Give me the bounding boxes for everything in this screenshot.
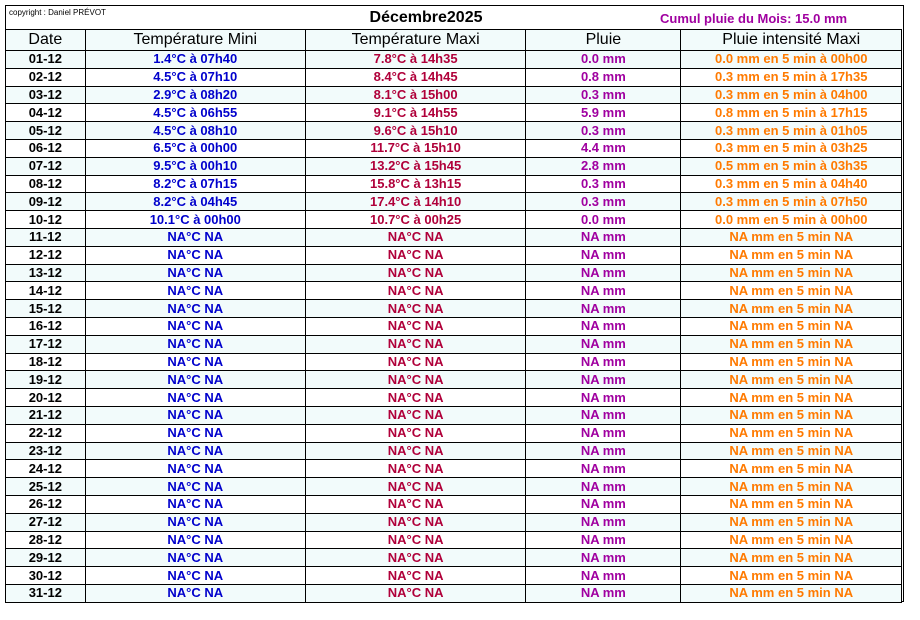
cell-rain: 0.3 mm [526,175,681,193]
cell-rain: 0.0 mm [526,211,681,229]
cell-date: 16-12 [6,317,86,335]
table-row [6,86,902,104]
cell-temp-min: NA°C NA [85,442,305,460]
cell-date: 23-12 [6,442,86,460]
cell-temp-max: NA°C NA [305,424,525,442]
cell-rain: NA mm [526,424,681,442]
cell-temp-min: NA°C NA [85,424,305,442]
cell-date: 21-12 [6,406,86,424]
cell-rain-intensity: NA mm en 5 min NA [681,264,902,282]
cell-rain: NA mm [526,246,681,264]
cell-temp-max: 11.7°C à 15h10 [305,139,525,157]
cell-rain: NA mm [526,335,681,353]
cell-date: 25-12 [6,478,86,496]
table-row [6,495,902,513]
table-row [6,317,902,335]
cell-temp-min: NA°C NA [85,317,305,335]
cell-temp-max: 13.2°C à 15h45 [305,157,525,175]
cell-temp-min: NA°C NA [85,228,305,246]
cell-rain-intensity: NA mm en 5 min NA [681,282,902,300]
cell-temp-min: NA°C NA [85,353,305,371]
cell-rain: NA mm [526,478,681,496]
cell-rain-intensity: NA mm en 5 min NA [681,495,902,513]
cell-temp-max: NA°C NA [305,495,525,513]
cell-date: 26-12 [6,495,86,513]
cell-temp-min: NA°C NA [85,371,305,389]
cell-temp-max: NA°C NA [305,567,525,585]
table-row [6,139,902,157]
cell-temp-max: 15.8°C à 13h15 [305,175,525,193]
cell-temp-max: NA°C NA [305,317,525,335]
cell-date: 28-12 [6,531,86,549]
table-body [6,51,902,603]
daily-weather-table [5,29,902,603]
cell-temp-max: NA°C NA [305,353,525,371]
cell-temp-max: NA°C NA [305,442,525,460]
table-row [6,513,902,531]
cell-date: 14-12 [6,282,86,300]
cell-temp-min: NA°C NA [85,531,305,549]
cell-temp-min: 8.2°C à 04h45 [85,193,305,211]
cell-rain: NA mm [526,460,681,478]
table-row [6,371,902,389]
monthly-rain-total: Cumul pluie du Mois: 15.0 mm [660,11,848,26]
cell-temp-min: 6.5°C à 00h00 [85,139,305,157]
cell-temp-max: NA°C NA [305,549,525,567]
cell-temp-max: NA°C NA [305,335,525,353]
table-row [6,264,902,282]
table-row [6,104,902,122]
cell-temp-max: NA°C NA [305,282,525,300]
cell-rain-intensity: 0.0 mm en 5 min à 00h00 [681,211,902,229]
cell-temp-max: NA°C NA [305,531,525,549]
cell-temp-max: NA°C NA [305,228,525,246]
cell-rain: NA mm [526,442,681,460]
table-row [6,531,902,549]
cell-temp-min: NA°C NA [85,567,305,585]
cell-date: 11-12 [6,228,86,246]
cell-date: 22-12 [6,424,86,442]
cell-rain: NA mm [526,531,681,549]
cell-temp-max: 8.4°C à 14h45 [305,68,525,86]
month-title: Décembre2025 [369,9,483,26]
cell-temp-max: NA°C NA [305,513,525,531]
cell-date: 02-12 [6,68,86,86]
cell-rain-intensity: NA mm en 5 min NA [681,389,902,407]
cell-temp-max: 10.7°C à 00h25 [305,211,525,229]
table-row [6,300,902,318]
cell-temp-min: NA°C NA [85,460,305,478]
cell-date: 08-12 [6,175,86,193]
table-row [6,389,902,407]
cell-rain-intensity: NA mm en 5 min NA [681,513,902,531]
table-row [6,460,902,478]
cell-rain-intensity: NA mm en 5 min NA [681,478,902,496]
cell-rain: NA mm [526,353,681,371]
cell-temp-min: 4.5°C à 07h10 [85,68,305,86]
table-row [6,228,902,246]
cell-rain-intensity: 0.3 mm en 5 min à 04h00 [681,86,902,104]
cell-temp-max: 9.6°C à 15h10 [305,122,525,140]
cell-rain-intensity: NA mm en 5 min NA [681,549,902,567]
cell-temp-max: 8.1°C à 15h00 [305,86,525,104]
header-row [6,30,902,51]
cell-rain-intensity: NA mm en 5 min NA [681,300,902,318]
cell-temp-max: NA°C NA [305,584,525,602]
cell-rain: 2.8 mm [526,157,681,175]
table-row [6,335,902,353]
cell-rain: NA mm [526,317,681,335]
cell-temp-max: NA°C NA [305,300,525,318]
table-row [6,424,902,442]
cell-date: 24-12 [6,460,86,478]
cell-rain: NA mm [526,282,681,300]
cell-temp-min: NA°C NA [85,584,305,602]
cell-temp-max: NA°C NA [305,389,525,407]
cell-rain: 0.0 mm [526,51,681,69]
table-row [6,157,902,175]
table-row [6,51,902,69]
cell-temp-min: 4.5°C à 08h10 [85,122,305,140]
cell-date: 10-12 [6,211,86,229]
cell-temp-max: NA°C NA [305,406,525,424]
cell-date: 05-12 [6,122,86,140]
cell-temp-max: NA°C NA [305,460,525,478]
cell-rain: 5.9 mm [526,104,681,122]
cell-date: 31-12 [6,584,86,602]
column-header-temp-max: Température Maxi [305,30,525,51]
cell-rain: NA mm [526,389,681,407]
cell-temp-max: NA°C NA [305,478,525,496]
cell-rain: NA mm [526,584,681,602]
cell-temp-min: NA°C NA [85,549,305,567]
cell-rain-intensity: NA mm en 5 min NA [681,406,902,424]
cell-date: 09-12 [6,193,86,211]
cell-temp-min: NA°C NA [85,246,305,264]
weather-report-frame [5,5,904,602]
column-header-date: Date [6,30,86,51]
cell-temp-min: 4.5°C à 06h55 [85,104,305,122]
table-row [6,282,902,300]
cell-temp-max: NA°C NA [305,246,525,264]
cell-temp-min: NA°C NA [85,406,305,424]
cell-rain-intensity: NA mm en 5 min NA [681,228,902,246]
cell-rain-intensity: NA mm en 5 min NA [681,460,902,478]
cell-date: 07-12 [6,157,86,175]
cell-temp-min: 9.5°C à 00h10 [85,157,305,175]
cell-date: 18-12 [6,353,86,371]
cell-temp-min: NA°C NA [85,513,305,531]
cell-temp-min: NA°C NA [85,282,305,300]
cell-rain: NA mm [526,228,681,246]
table-row [6,193,902,211]
cell-date: 30-12 [6,567,86,585]
cell-rain: 0.8 mm [526,68,681,86]
column-header-rain: Pluie [526,30,681,51]
cell-temp-max: 7.8°C à 14h35 [305,51,525,69]
cell-date: 17-12 [6,335,86,353]
cell-date: 27-12 [6,513,86,531]
cell-rain: 0.3 mm [526,122,681,140]
table-row [6,549,902,567]
cell-rain-intensity: NA mm en 5 min NA [681,353,902,371]
cell-rain-intensity: 0.3 mm en 5 min à 17h35 [681,68,902,86]
cell-rain-intensity: NA mm en 5 min NA [681,584,902,602]
table-row [6,211,902,229]
cell-temp-min: 2.9°C à 08h20 [85,86,305,104]
cell-rain-intensity: 0.0 mm en 5 min à 00h00 [681,51,902,69]
cell-rain-intensity: NA mm en 5 min NA [681,246,902,264]
cell-rain: NA mm [526,371,681,389]
cell-date: 04-12 [6,104,86,122]
cell-temp-max: NA°C NA [305,371,525,389]
cell-temp-min: 8.2°C à 07h15 [85,175,305,193]
cell-temp-min: NA°C NA [85,389,305,407]
cell-rain-intensity: NA mm en 5 min NA [681,317,902,335]
cell-rain-intensity: NA mm en 5 min NA [681,531,902,549]
cell-date: 13-12 [6,264,86,282]
cell-rain: 0.3 mm [526,86,681,104]
table-row [6,353,902,371]
cell-date: 01-12 [6,51,86,69]
cell-temp-min: NA°C NA [85,495,305,513]
cell-rain-intensity: NA mm en 5 min NA [681,371,902,389]
cell-rain: NA mm [526,513,681,531]
cell-date: 20-12 [6,389,86,407]
cell-temp-min: 1.4°C à 07h40 [85,51,305,69]
cell-rain-intensity: 0.3 mm en 5 min à 03h25 [681,139,902,157]
table-header [6,30,902,51]
cell-date: 06-12 [6,139,86,157]
cell-rain-intensity: NA mm en 5 min NA [681,567,902,585]
column-header-temp-min: Température Mini [85,30,305,51]
table-row [6,478,902,496]
table-row [6,406,902,424]
cell-temp-max: NA°C NA [305,264,525,282]
cell-rain: NA mm [526,406,681,424]
cell-rain: 4.4 mm [526,139,681,157]
cell-date: 19-12 [6,371,86,389]
cell-date: 15-12 [6,300,86,318]
cell-temp-max: 17.4°C à 14h10 [305,193,525,211]
table-row [6,567,902,585]
cell-temp-min: NA°C NA [85,335,305,353]
cell-date: 29-12 [6,549,86,567]
cell-rain-intensity: 0.3 mm en 5 min à 01h05 [681,122,902,140]
table-row [6,584,902,602]
table-row [6,122,902,140]
cell-rain-intensity: 0.3 mm en 5 min à 07h50 [681,193,902,211]
cell-rain: NA mm [526,264,681,282]
table-row [6,442,902,460]
table-row [6,175,902,193]
cell-date: 12-12 [6,246,86,264]
cell-temp-min: 10.1°C à 00h00 [85,211,305,229]
table-row [6,246,902,264]
cell-rain-intensity: NA mm en 5 min NA [681,424,902,442]
cell-rain-intensity: NA mm en 5 min NA [681,335,902,353]
copyright-notice: copyright : Daniel PRÉVOT [9,8,106,17]
cell-temp-min: NA°C NA [85,264,305,282]
cell-rain-intensity: 0.5 mm en 5 min à 03h35 [681,157,902,175]
cell-temp-min: NA°C NA [85,478,305,496]
cell-date: 03-12 [6,86,86,104]
cell-rain: NA mm [526,567,681,585]
report-header [6,6,903,29]
cell-rain: 0.3 mm [526,193,681,211]
cell-rain: NA mm [526,549,681,567]
table-row [6,68,902,86]
cell-temp-min: NA°C NA [85,300,305,318]
cell-rain: NA mm [526,300,681,318]
cell-rain-intensity: 0.8 mm en 5 min à 17h15 [681,104,902,122]
cell-rain-intensity: 0.3 mm en 5 min à 04h40 [681,175,902,193]
column-header-rain-intensity: Pluie intensité Maxi [681,30,902,51]
cell-rain-intensity: NA mm en 5 min NA [681,442,902,460]
cell-rain: NA mm [526,495,681,513]
cell-temp-max: 9.1°C à 14h55 [305,104,525,122]
